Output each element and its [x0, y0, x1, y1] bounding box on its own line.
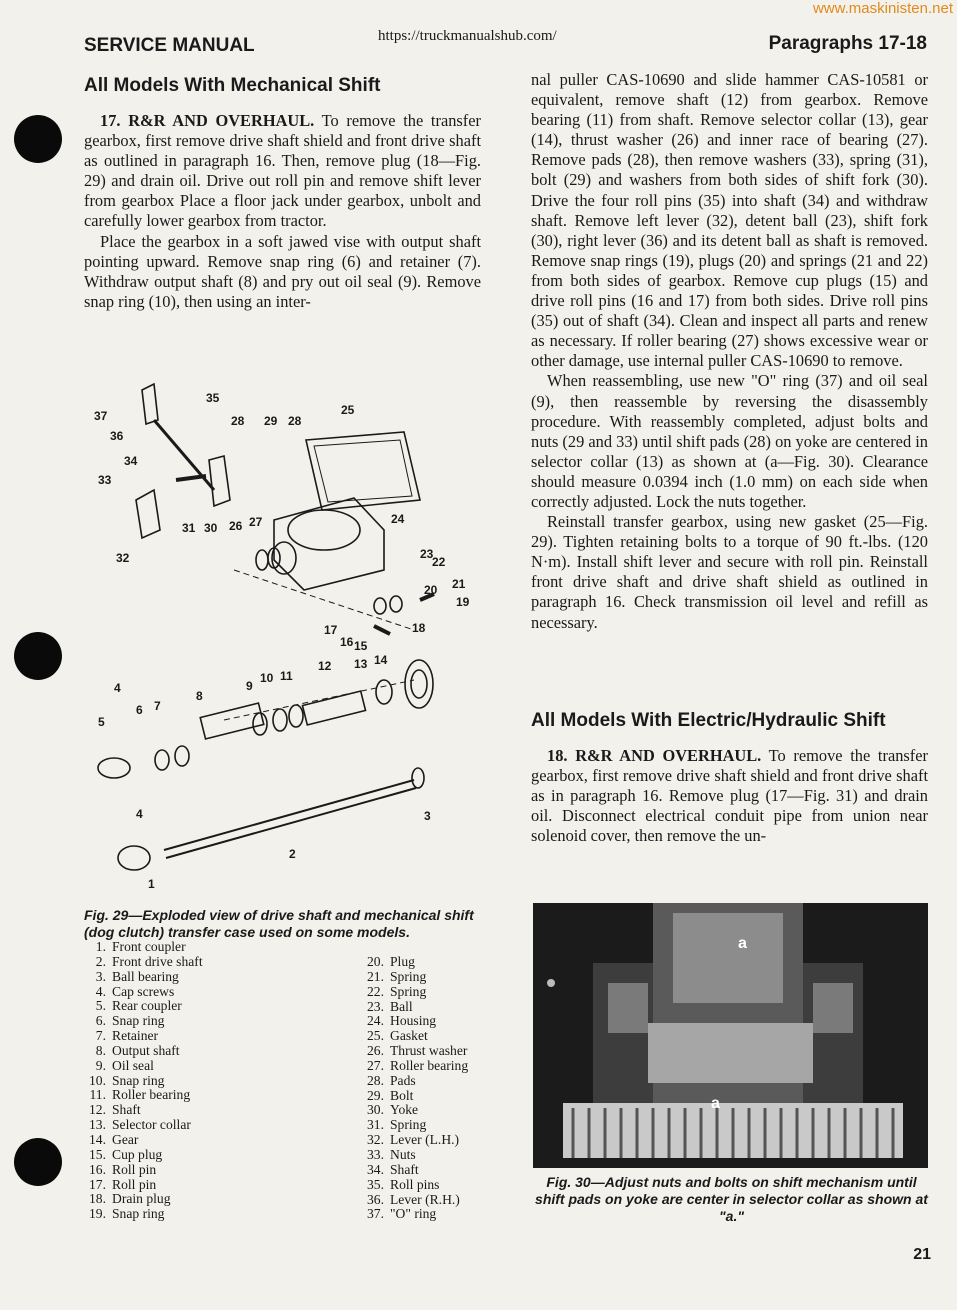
legend-item	[84, 1192, 344, 1207]
legend-label: "O" ring	[390, 1206, 437, 1222]
callout-number: 26	[229, 519, 243, 533]
legend-item	[362, 1207, 502, 1222]
callout-number: 28	[231, 414, 245, 428]
plug	[374, 598, 386, 614]
legend-number: 13.	[89, 1117, 106, 1133]
snap-ring	[273, 709, 287, 731]
callout-number: 36	[110, 429, 124, 443]
callout-number: 13	[354, 657, 368, 671]
retainer	[175, 746, 189, 766]
callout-number: 33	[98, 473, 112, 487]
legend-item	[84, 1014, 344, 1029]
legend-right	[362, 955, 502, 1222]
legend-label: Pads	[390, 1072, 416, 1088]
callout-number: 5	[98, 715, 105, 729]
callout-number: 30	[204, 521, 218, 535]
legend-item	[362, 1059, 502, 1074]
legend-label: Ball bearing	[112, 968, 179, 984]
gear-teeth-lines	[573, 1108, 893, 1158]
callout-number: 22	[432, 555, 446, 569]
legend-number: 8.	[95, 1042, 106, 1058]
legend-label: Shaft	[112, 1102, 141, 1118]
legend-label: Shaft	[390, 1161, 419, 1177]
legend-number: 7.	[95, 1028, 106, 1044]
legend-label: Selector collar	[112, 1117, 191, 1133]
legend-label: Roller bearing	[112, 1087, 191, 1103]
legend-item	[84, 1118, 344, 1133]
callout-number: 35	[206, 391, 220, 405]
callout-number: 18	[412, 621, 426, 635]
para18-text	[531, 746, 928, 846]
roller-bearing	[289, 705, 303, 727]
legend-item	[362, 1089, 502, 1104]
legend-number: 27.	[367, 1057, 384, 1073]
legend-label: Front drive shaft	[112, 953, 203, 969]
legend-label: Roller bearing	[390, 1057, 469, 1073]
legend-label: Housing	[390, 1013, 437, 1029]
legend-label: Snap ring	[112, 1206, 165, 1222]
legend-number: 20.	[367, 954, 384, 969]
legend-label: Yoke	[390, 1102, 419, 1118]
plug	[390, 596, 402, 612]
lever-rh	[142, 384, 158, 424]
legend-item	[362, 1029, 502, 1044]
legend-item	[84, 999, 344, 1014]
legend-label: Plug	[390, 954, 415, 969]
legend-item	[362, 985, 502, 1000]
ball-bearing	[412, 768, 424, 788]
legend-item	[84, 1074, 344, 1089]
legend-item	[362, 1074, 502, 1089]
legend-label: Cap screws	[112, 983, 175, 999]
legend-label: Front coupler	[112, 939, 186, 954]
front-drive-shaft	[164, 780, 414, 850]
legend-number: 37.	[367, 1206, 384, 1222]
legend-number: 4.	[95, 983, 106, 999]
thrust-washer	[256, 550, 268, 570]
legend-number: 18.	[89, 1191, 106, 1207]
legend-number: 6.	[95, 1013, 106, 1029]
legend-item	[84, 1088, 344, 1103]
legend-number: 11.	[89, 1087, 106, 1103]
legend-item	[84, 985, 344, 1000]
legend-number: 26.	[367, 1043, 384, 1059]
legend-number: 9.	[95, 1057, 106, 1073]
legend-item	[84, 1059, 344, 1074]
legend-number: 16.	[89, 1161, 106, 1177]
binder-hole	[14, 1138, 62, 1186]
legend-label: Spring	[390, 968, 427, 984]
legend-number: 32.	[367, 1132, 384, 1148]
legend-label: Roll pins	[390, 1176, 440, 1192]
legend-number: 33.	[367, 1146, 384, 1162]
callout-number: 14	[374, 653, 388, 667]
shaft	[302, 691, 365, 725]
roll-pin	[374, 626, 390, 634]
legend-label: Roll pin	[112, 1176, 157, 1192]
legend-item	[362, 1148, 502, 1163]
callout-number: 25	[341, 403, 355, 417]
legend-item	[362, 1178, 502, 1193]
callout-number: 6	[136, 703, 143, 717]
callout-number: 32	[116, 551, 130, 565]
right-column-text	[531, 70, 928, 633]
callout-number: 21	[452, 577, 466, 591]
legend-left	[84, 940, 344, 1222]
callout-number: 7	[154, 699, 161, 713]
housing-bore	[288, 510, 360, 550]
legend-label: Spring	[390, 1117, 427, 1133]
legend-item	[362, 1133, 502, 1148]
legend-item	[362, 1044, 502, 1059]
legend-label: Snap ring	[112, 1072, 165, 1088]
paragraph: nal puller CAS-10690 and slide hammer CAS-10581 or equivalent, remove shaft (12) from gearbox. Remove bearing (11) from shaft. Remove selector collar (13), gear (14), thrust washer (26) and inner race of bearing (27). Remove pads (28), then remove washers (33), spring (31), bolt (29) and washers from both sides of shift fork (30). Drive the four roll pins (35) into shaft (34) and withdraw shaft. Remove left lever (32), detent ball (23), shift fork (30), right lever (36) and its detent ball as shaft is removed. Remove snap rings (19), plugs (20) and springs (21 and 22) from both sides of gearbox. Remove cup plugs (15) and drive roll pins (16 and 17) from both sides. Drive roll pins (35) out of shaft (34). Clean and inspect all parts and renew as necessary. If roller bearing (27) shows excessive wear or other damage, use internal puller CAS-10690 to remove.	[531, 70, 928, 371]
callout-number: 3	[424, 809, 431, 823]
legend-number: 21.	[367, 968, 384, 984]
figure-29-caption: Fig. 29—Exploded view of drive shaft and mechanical shift (dog clutch) transfer case used on some models.	[84, 907, 474, 940]
legend-item	[362, 1193, 502, 1208]
legend-number: 30.	[367, 1102, 384, 1118]
figure-29-exploded-view	[84, 380, 494, 900]
snap-ring	[155, 750, 169, 770]
front-coupler	[118, 846, 150, 870]
source-url: https://truckmanualshub.com/	[378, 28, 557, 44]
gear	[405, 660, 433, 708]
section-heading-electric: All Models With Electric/Hydraulic Shift	[531, 710, 886, 731]
axis-line	[234, 570, 414, 630]
header-left: SERVICE MANUAL	[84, 35, 255, 56]
callout-number: 10	[260, 671, 274, 685]
marker-a-top: a	[738, 935, 747, 952]
legend-number: 31.	[367, 1117, 384, 1133]
para-text: To remove the transfer gearbox, first remove drive shaft shield and front drive shaft as in paragraph 16. Remove plug (17—Fig. 31) and drain oil. Disconnect electrical conduit pipe from union near solenoid cover, then remove the un-	[531, 746, 928, 846]
legend-number: 36.	[367, 1191, 384, 1207]
legend-number: 2.	[95, 953, 106, 969]
callout-number: 9	[246, 679, 253, 693]
legend-item	[84, 1178, 344, 1193]
callout-number: 17	[324, 623, 338, 637]
legend-item	[362, 955, 502, 970]
callout-number: 16	[340, 635, 354, 649]
legend-number: 29.	[367, 1087, 384, 1103]
legend-label: Cup plug	[112, 1146, 163, 1162]
para-number: 17.	[100, 111, 121, 130]
legend-item	[84, 1133, 344, 1148]
legend-item	[84, 970, 344, 985]
callout-number: 12	[318, 659, 332, 673]
figure-30-photo	[533, 903, 928, 1168]
legend-item	[362, 970, 502, 985]
callout-number: 20	[424, 583, 438, 597]
legend-number: 23.	[367, 998, 384, 1014]
legend-item	[84, 1148, 344, 1163]
para-title: R&R AND OVERHAUL.	[575, 746, 762, 765]
legend-label: Oil seal	[112, 1057, 154, 1073]
page-number: 21	[913, 1246, 931, 1263]
legend-item	[362, 1000, 502, 1015]
yoke	[209, 456, 230, 506]
paragraph	[531, 746, 928, 846]
callout-number: 29	[264, 414, 278, 428]
legend-number: 10.	[89, 1072, 106, 1088]
spring	[176, 476, 206, 480]
lever-lh	[136, 490, 160, 538]
marker-a-bottom: a	[711, 1095, 720, 1112]
paragraph: When reassembling, use new "O" ring (37) and oil seal (9), then reassemble by reversing the disassembly procedure. With reassembly completed, adjust bolts and nuts (29 and 33) until shift pads (28) on yoke are centered in selector collar (13) as shown at (a—Fig. 30). Clearance should measure 0.0394 inch (1.0 mm) on each side when correctly adjusted. Lock the nuts together.	[531, 371, 928, 511]
legend-label: Gear	[112, 1131, 139, 1147]
rear-coupler	[98, 758, 130, 778]
legend-number: 5.	[95, 998, 106, 1014]
gasket-inner	[314, 440, 412, 502]
callout-number: 37	[94, 409, 108, 423]
para-text: To remove the transfer gearbox, first remove drive shaft shield and front drive shaft as outlined in paragraph 16. Then, remove plug (18—Fig. 29) and drain oil. Drive out roll pin and remove shift lever from gearbox Place a floor jack under gearbox, unbolt and carefully lower gearbox from tractor.	[84, 111, 481, 231]
legend-item	[362, 1163, 502, 1178]
gasket-plate	[306, 432, 420, 510]
legend-item	[362, 1103, 502, 1118]
legend-number: 34.	[367, 1161, 384, 1177]
legend-item	[84, 1029, 344, 1044]
right-spring	[813, 983, 853, 1033]
legend-item	[362, 1118, 502, 1133]
legend-number: 28.	[367, 1072, 384, 1088]
legend-label: Bolt	[390, 1087, 414, 1103]
legend-label: Rear coupler	[112, 998, 182, 1014]
legend-item	[84, 940, 344, 955]
watermark: www.maskinisten.net	[812, 0, 953, 17]
binder-hole	[14, 632, 62, 680]
legend-item	[362, 1014, 502, 1029]
selector-collar	[376, 680, 392, 704]
legend-label: Gasket	[390, 1028, 428, 1044]
photo-dot	[547, 979, 555, 987]
binder-hole	[14, 115, 62, 163]
legend-number: 22.	[367, 983, 384, 999]
left-column-text	[84, 111, 481, 312]
para-title: R&R AND OVERHAUL.	[128, 111, 315, 130]
shaft-splines	[673, 913, 783, 1003]
gear-hub	[411, 670, 427, 698]
legend-number: 35.	[367, 1176, 384, 1192]
legend-label: Snap ring	[112, 1013, 165, 1029]
legend-label: Lever (R.H.)	[390, 1191, 460, 1207]
legend-label: Roll pin	[112, 1161, 157, 1177]
callout-number: 27	[249, 515, 263, 529]
legend-number: 14.	[89, 1131, 106, 1147]
legend-label: Nuts	[390, 1146, 416, 1162]
legend-label: Thrust washer	[390, 1043, 468, 1059]
output-shaft	[200, 703, 264, 739]
legend-number: 12.	[89, 1102, 106, 1118]
callout-number: 4	[114, 681, 121, 695]
header-right: Paragraphs 17-18	[768, 33, 927, 54]
legend-item	[84, 1207, 344, 1222]
callout-number: 4	[136, 807, 143, 821]
legend-number: 24.	[367, 1013, 384, 1029]
legend-item	[84, 1163, 344, 1178]
legend-number: 15.	[89, 1146, 106, 1162]
legend-label: Drain plug	[112, 1191, 171, 1207]
para-number: 18.	[547, 746, 568, 765]
legend-number: 17.	[89, 1176, 106, 1192]
callout-number: 11	[280, 669, 293, 683]
legend-item	[84, 1103, 344, 1118]
legend-label: Output shaft	[112, 1042, 180, 1058]
legend-number: 1.	[95, 939, 106, 954]
callout-number: 23	[420, 547, 434, 561]
callout-number: 28	[288, 414, 302, 428]
left-spring	[608, 983, 648, 1033]
legend-item	[84, 955, 344, 970]
callout-number: 19	[456, 595, 470, 609]
callout-number: 34	[124, 454, 138, 468]
callout-number: 1	[148, 877, 155, 891]
callout-number: 2	[289, 847, 296, 861]
legend-number: 19.	[89, 1206, 106, 1222]
legend-label: Spring	[390, 983, 427, 999]
callout-number: 15	[354, 639, 368, 653]
paragraph: Place the gearbox in a soft jawed vise with output shaft pointing upward. Remove snap ring (6) and retainer (7). Withdraw output shaft (8) and pry out oil seal (9). Remove snap ring (10), then using an inter-	[84, 231, 481, 311]
paragraph	[84, 111, 481, 232]
callout-number: 31	[182, 521, 196, 535]
figure-30-caption: Fig. 30—Adjust nuts and bolts on shift mechanism until shift pads on yoke are center in selector collar as shown at "a."	[535, 1174, 928, 1224]
legend-number: 25.	[367, 1028, 384, 1044]
paragraph: Reinstall transfer gearbox, using new gasket (25—Fig. 29). Tighten retaining bolts to a torque of 90 ft.-lbs. (120 N·m). Install shift lever and secure with roll pin. Reinstall front drive shaft and drive shaft shield as outlined in paragraph 16. Check transmission oil level and refill as necessary.	[531, 512, 928, 632]
legend-label: Retainer	[112, 1028, 159, 1044]
selector-collar	[648, 1023, 813, 1083]
legend-number: 3.	[95, 968, 106, 984]
legend-label: Lever (L.H.)	[390, 1132, 460, 1148]
oil-seal	[253, 713, 267, 735]
callout-number: 8	[196, 689, 203, 703]
callout-number: 24	[391, 512, 405, 526]
legend-item	[84, 1044, 344, 1059]
section-heading-mechanical: All Models With Mechanical Shift	[84, 75, 381, 96]
legend-label: Ball	[390, 998, 413, 1014]
